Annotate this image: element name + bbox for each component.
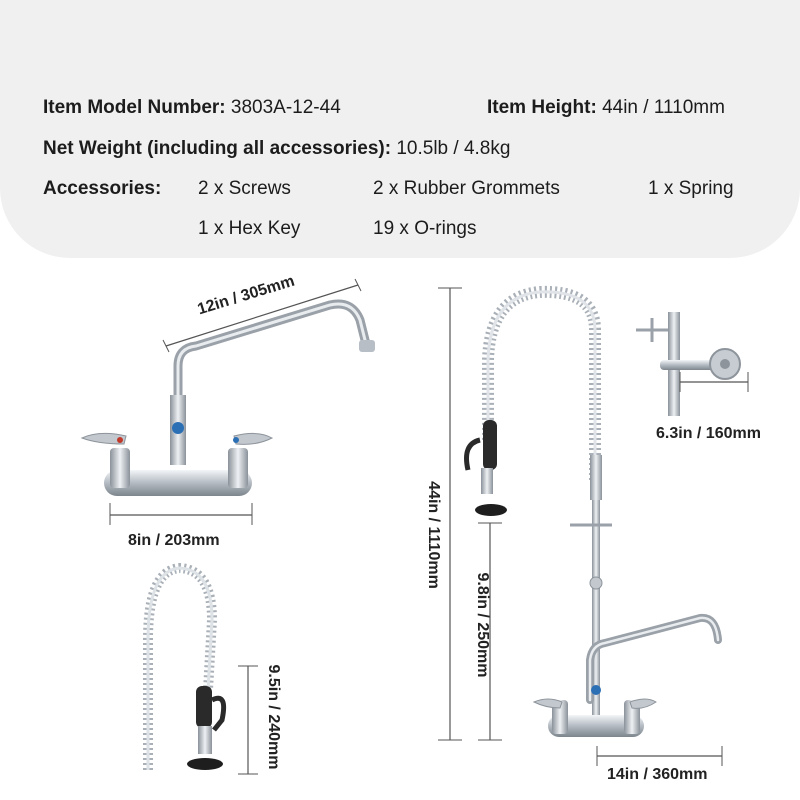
hose-length-dimension-line [238, 666, 258, 774]
wall-faucet-image [82, 304, 375, 496]
item-height-value: 44in / 1110mm [602, 97, 725, 118]
accessory-item: 19 x O-rings [373, 218, 477, 239]
net-weight-label: Net Weight (including all accessories): [43, 138, 392, 159]
accessory-item: 2 x Screws [198, 178, 291, 199]
wall-bracket-image [636, 312, 740, 416]
pre-rinse-faucet-image [467, 292, 719, 737]
total-height-label: 44in / 1110mm [425, 481, 442, 589]
model-number-label: Item Model Number: [43, 97, 226, 118]
accessory-item: 1 x Hex Key [198, 218, 301, 239]
accessory-item: 2 x Rubber Grommets [373, 178, 560, 199]
base-width-dimension-line [597, 746, 722, 766]
spring-section-label: 9.8in / 250mm [474, 572, 491, 678]
faucet-width-dimension-line [110, 503, 252, 525]
hose-length-label: 9.5in / 240mm [265, 664, 282, 770]
bracket-length-label: 6.3in / 160mm [656, 425, 761, 442]
model-number-value: 3803A-12-44 [230, 97, 341, 118]
faucet-width-label: 8in / 203mm [128, 532, 220, 549]
spray-hose-image [148, 568, 224, 770]
accessories-label: Accessories: [43, 178, 162, 199]
item-height-label: Item Height: [487, 97, 597, 118]
net-weight-value: 10.5lb / 4.8kg [396, 138, 511, 159]
spout-length-label: 12in / 305mm [195, 272, 297, 319]
accessory-item: 1 x Spring [648, 178, 734, 199]
base-width-label: 14in / 360mm [607, 766, 708, 783]
